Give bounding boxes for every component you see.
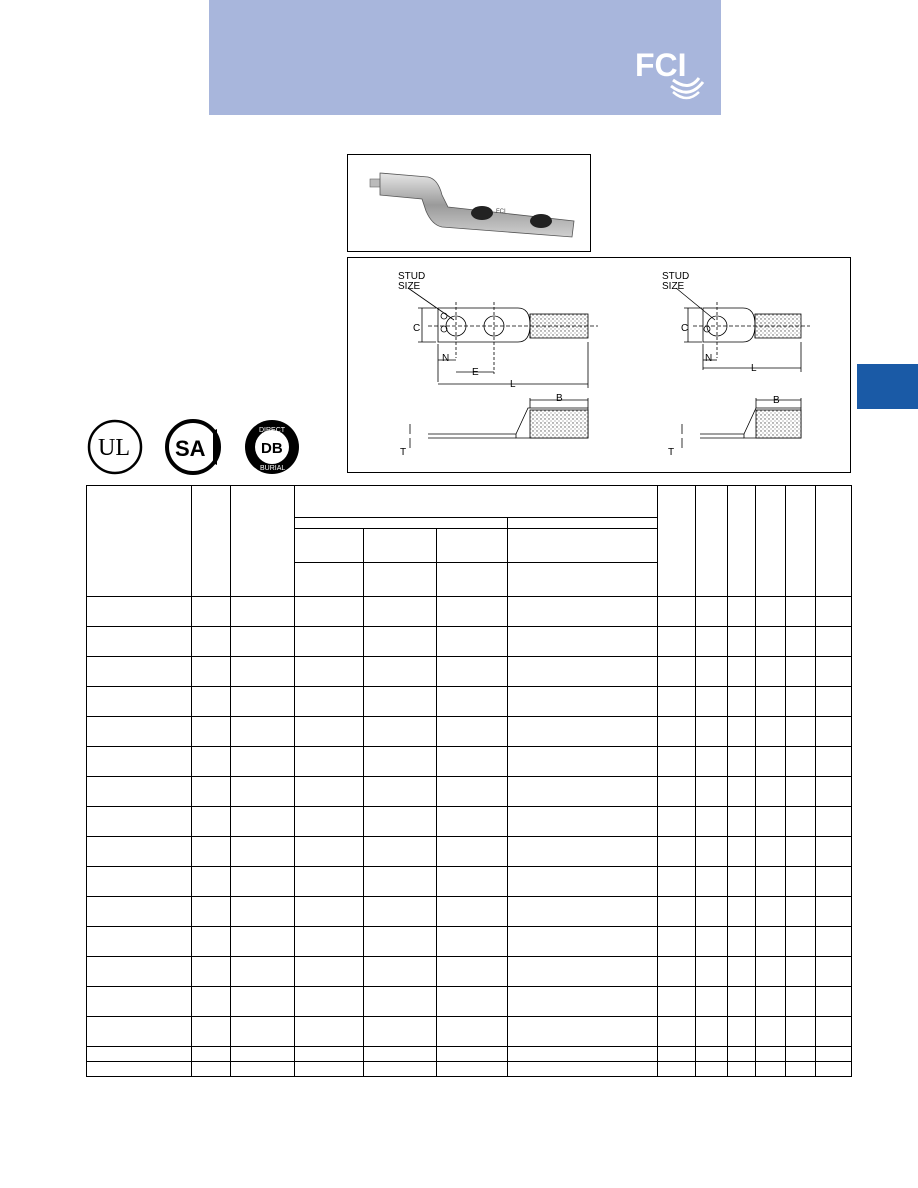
table-cell	[658, 1017, 696, 1047]
table-cell	[696, 957, 728, 987]
table-cell	[508, 897, 658, 927]
table-cell	[295, 1047, 364, 1062]
table-cell	[786, 1017, 816, 1047]
table-cell	[816, 717, 852, 747]
table-cell	[756, 927, 786, 957]
table-cell	[756, 867, 786, 897]
ul-mark	[87, 419, 143, 475]
table-cell	[508, 1062, 658, 1077]
table-cell	[437, 657, 508, 687]
table-row	[87, 987, 852, 1017]
table-cell	[437, 627, 508, 657]
table-cell	[816, 897, 852, 927]
table-cell	[786, 867, 816, 897]
table-cell	[696, 597, 728, 627]
table-cell	[437, 897, 508, 927]
table-cell	[756, 987, 786, 1017]
table-row	[87, 927, 852, 957]
table-cell	[696, 1062, 728, 1077]
table-cell	[295, 987, 364, 1017]
header-cell	[508, 563, 658, 597]
table-row	[87, 807, 852, 837]
table-cell	[728, 747, 756, 777]
table-cell	[437, 837, 508, 867]
header-cell	[192, 486, 231, 597]
table-cell	[756, 1062, 786, 1077]
table-cell	[192, 927, 231, 957]
table-cell	[658, 627, 696, 657]
stud-label: SIZE	[398, 281, 421, 292]
table-cell	[816, 1047, 852, 1062]
table-cell	[508, 777, 658, 807]
table-cell	[87, 867, 192, 897]
fci-logo	[633, 42, 705, 102]
table-cell	[437, 747, 508, 777]
table-cell	[508, 657, 658, 687]
table-cell	[295, 657, 364, 687]
header-cell	[508, 518, 658, 529]
stud-label: STUD	[662, 271, 690, 282]
table-cell	[658, 1047, 696, 1062]
table-cell	[816, 747, 852, 777]
stud-label: STUD	[398, 271, 426, 282]
table-row	[87, 957, 852, 987]
table-cell	[364, 897, 437, 927]
table-cell	[756, 657, 786, 687]
table-cell	[87, 927, 192, 957]
table-cell	[192, 687, 231, 717]
table-row	[87, 597, 852, 627]
table-row	[87, 897, 852, 927]
table-cell	[786, 717, 816, 747]
table-cell	[816, 1017, 852, 1047]
table-cell	[728, 1017, 756, 1047]
table-cell	[231, 1062, 295, 1077]
table-cell	[364, 1047, 437, 1062]
table-cell	[728, 717, 756, 747]
header-cell	[756, 486, 786, 597]
table-cell	[437, 777, 508, 807]
table-cell	[728, 837, 756, 867]
table-cell	[295, 627, 364, 657]
table-cell	[87, 717, 192, 747]
table-cell	[231, 837, 295, 867]
dim-b-label: B	[773, 395, 780, 406]
table-cell	[364, 687, 437, 717]
table-cell	[728, 657, 756, 687]
table-cell	[786, 687, 816, 717]
table-cell	[192, 627, 231, 657]
table-cell	[364, 777, 437, 807]
table-cell	[192, 777, 231, 807]
table-cell	[295, 837, 364, 867]
table-cell	[786, 777, 816, 807]
table-cell	[295, 777, 364, 807]
table-cell	[508, 867, 658, 897]
table-cell	[816, 927, 852, 957]
table-cell	[231, 1047, 295, 1062]
table-cell	[231, 957, 295, 987]
table-cell	[364, 987, 437, 1017]
table-row	[87, 747, 852, 777]
table-cell	[87, 657, 192, 687]
table-row	[87, 1047, 852, 1062]
table-cell	[786, 597, 816, 627]
table-cell	[437, 957, 508, 987]
dim-n-label: N	[705, 353, 713, 364]
table-cell	[364, 957, 437, 987]
table-cell	[231, 687, 295, 717]
table-row	[87, 1017, 852, 1047]
header-cell	[364, 529, 437, 563]
table-cell	[192, 1047, 231, 1062]
table-cell	[508, 957, 658, 987]
table-cell	[364, 927, 437, 957]
header-cell	[295, 563, 364, 597]
table-cell	[658, 687, 696, 717]
table-cell	[437, 807, 508, 837]
table-cell	[658, 597, 696, 627]
table-cell	[728, 777, 756, 807]
table-cell	[192, 837, 231, 867]
table-cell	[87, 957, 192, 987]
table-cell	[437, 1047, 508, 1062]
table-cell	[696, 927, 728, 957]
table-cell	[756, 957, 786, 987]
table-cell	[696, 897, 728, 927]
ul-text: UL	[98, 435, 130, 461]
table-cell	[696, 747, 728, 777]
header-cell	[437, 563, 508, 597]
table-cell	[696, 777, 728, 807]
table-cell	[756, 837, 786, 867]
table-cell	[231, 897, 295, 927]
table-cell	[364, 657, 437, 687]
table-cell	[696, 987, 728, 1017]
table-cell	[786, 1047, 816, 1062]
table-cell	[295, 717, 364, 747]
header-cell	[508, 529, 658, 563]
table-cell	[231, 987, 295, 1017]
table-cell	[658, 657, 696, 687]
csa-text: SA	[175, 436, 206, 461]
table-cell	[364, 867, 437, 897]
table-cell	[295, 687, 364, 717]
table-cell	[364, 807, 437, 837]
header-cell	[87, 486, 192, 597]
header-cell	[231, 486, 295, 597]
csa-mark	[165, 419, 221, 475]
table-cell	[508, 987, 658, 1017]
table-cell	[437, 1062, 508, 1077]
table-cell	[364, 717, 437, 747]
table-cell	[87, 1047, 192, 1062]
table-cell	[87, 777, 192, 807]
table-cell	[295, 1017, 364, 1047]
table-cell	[295, 807, 364, 837]
table-cell	[816, 987, 852, 1017]
table-cell	[816, 687, 852, 717]
table-cell	[192, 717, 231, 747]
table-cell	[364, 837, 437, 867]
table-cell	[816, 777, 852, 807]
table-cell	[295, 597, 364, 627]
stud-label: SIZE	[662, 281, 685, 292]
table-cell	[756, 687, 786, 717]
table-cell	[786, 987, 816, 1017]
table-cell	[192, 597, 231, 627]
table-row	[87, 867, 852, 897]
header-cell	[816, 486, 852, 597]
table-cell	[364, 597, 437, 627]
table-cell	[192, 747, 231, 777]
table-cell	[508, 717, 658, 747]
table-cell	[295, 747, 364, 777]
table-cell	[87, 597, 192, 627]
table-cell	[87, 627, 192, 657]
table-cell	[816, 837, 852, 867]
table-cell	[364, 1062, 437, 1077]
header-cell	[728, 486, 756, 597]
table-cell	[756, 1047, 786, 1062]
table-cell	[696, 717, 728, 747]
table-cell	[508, 597, 658, 627]
table-row	[87, 837, 852, 867]
table-cell	[658, 867, 696, 897]
burial-text: BURIAL	[260, 465, 286, 472]
table-cell	[192, 807, 231, 837]
header-cell	[658, 486, 696, 597]
dim-l-label: L	[510, 379, 516, 390]
table-cell	[756, 597, 786, 627]
table-row	[87, 627, 852, 657]
table-cell	[295, 867, 364, 897]
table-cell	[231, 597, 295, 627]
table-cell	[696, 687, 728, 717]
table-cell	[231, 927, 295, 957]
table-cell	[658, 747, 696, 777]
table-cell	[192, 987, 231, 1017]
table-cell	[231, 777, 295, 807]
table-cell	[756, 747, 786, 777]
table-cell	[728, 957, 756, 987]
header-cell	[786, 486, 816, 597]
table-cell	[87, 807, 192, 837]
table-cell	[756, 717, 786, 747]
dimension-diagram	[347, 257, 851, 473]
lug-marking: FCI	[496, 209, 506, 215]
table-cell	[658, 807, 696, 837]
table-cell	[437, 687, 508, 717]
header-cell	[295, 518, 508, 529]
table-cell	[786, 627, 816, 657]
table-cell	[508, 687, 658, 717]
direct-burial-mark	[244, 419, 300, 475]
table-cell	[437, 927, 508, 957]
table-cell	[658, 897, 696, 927]
table-cell	[231, 747, 295, 777]
table-cell	[508, 1017, 658, 1047]
table-cell	[786, 747, 816, 777]
table-cell	[508, 807, 658, 837]
table-cell	[658, 837, 696, 867]
table-cell	[756, 807, 786, 837]
table-cell	[728, 807, 756, 837]
table-cell	[437, 987, 508, 1017]
table-cell	[508, 747, 658, 777]
table-cell	[756, 1017, 786, 1047]
dim-t-label: T	[668, 447, 675, 458]
table-cell	[728, 987, 756, 1017]
db-text: DB	[261, 440, 283, 457]
table-cell	[756, 627, 786, 657]
table-cell	[87, 987, 192, 1017]
table-cell	[508, 1047, 658, 1062]
table-cell	[816, 1062, 852, 1077]
table-cell	[295, 897, 364, 927]
table-cell	[696, 867, 728, 897]
direct-text: DIRECT	[259, 427, 286, 434]
table-cell	[756, 777, 786, 807]
table-cell	[728, 867, 756, 897]
table-cell	[231, 717, 295, 747]
header-cell	[364, 563, 437, 597]
table-cell	[786, 837, 816, 867]
section-tab	[857, 364, 918, 409]
table-cell	[786, 957, 816, 987]
dim-t-label: T	[400, 447, 407, 458]
table-cell	[696, 627, 728, 657]
table-cell	[364, 627, 437, 657]
product-photo	[347, 154, 591, 252]
table-cell	[87, 837, 192, 867]
table-cell	[192, 957, 231, 987]
table-cell	[816, 867, 852, 897]
table-cell	[192, 1062, 231, 1077]
spec-table	[86, 485, 852, 1077]
table-cell	[658, 717, 696, 747]
table-cell	[658, 987, 696, 1017]
dim-c-label: C	[413, 323, 421, 334]
dim-n-label: N	[442, 353, 450, 364]
table-cell	[728, 897, 756, 927]
header-cell	[295, 486, 658, 518]
table-cell	[786, 897, 816, 927]
table-cell	[658, 957, 696, 987]
table-cell	[231, 657, 295, 687]
table-cell	[192, 867, 231, 897]
table-row	[87, 687, 852, 717]
table-cell	[231, 627, 295, 657]
table-cell	[728, 597, 756, 627]
dim-e-label: E	[472, 367, 479, 378]
table-cell	[231, 867, 295, 897]
table-row	[87, 717, 852, 747]
table-cell	[786, 657, 816, 687]
table-cell	[87, 687, 192, 717]
table-cell	[364, 1017, 437, 1047]
table-cell	[696, 1017, 728, 1047]
table-cell	[192, 1017, 231, 1047]
table-cell	[508, 627, 658, 657]
table-cell	[658, 927, 696, 957]
table-cell	[816, 597, 852, 627]
table-cell	[696, 1047, 728, 1062]
table-cell	[295, 927, 364, 957]
table-cell	[728, 1047, 756, 1062]
table-cell	[658, 1062, 696, 1077]
table-cell	[816, 807, 852, 837]
table-cell	[508, 837, 658, 867]
table-cell	[816, 657, 852, 687]
table-cell	[786, 1062, 816, 1077]
table-cell	[192, 657, 231, 687]
table-cell	[87, 897, 192, 927]
table-cell	[756, 897, 786, 927]
dim-l-label: L	[751, 363, 757, 374]
header-cell	[437, 529, 508, 563]
table-cell	[728, 627, 756, 657]
table-row	[87, 1062, 852, 1077]
table-cell	[231, 807, 295, 837]
logo-text: FCI	[635, 47, 687, 83]
table-cell	[364, 747, 437, 777]
table-cell	[696, 807, 728, 837]
table-cell	[696, 657, 728, 687]
dim-c-label: C	[681, 323, 689, 334]
table-cell	[786, 927, 816, 957]
table-cell	[816, 627, 852, 657]
table-cell	[658, 777, 696, 807]
table-row	[87, 657, 852, 687]
table-cell	[508, 927, 658, 957]
table-cell	[786, 807, 816, 837]
table-cell	[295, 1062, 364, 1077]
table-cell	[728, 687, 756, 717]
table-cell	[87, 1062, 192, 1077]
header-cell	[295, 529, 364, 563]
table-cell	[728, 1062, 756, 1077]
table-cell	[437, 867, 508, 897]
table-cell	[816, 957, 852, 987]
dim-b-label: B	[556, 393, 563, 404]
header-cell	[696, 486, 728, 597]
table-cell	[192, 897, 231, 927]
table-cell	[87, 747, 192, 777]
table-cell	[437, 597, 508, 627]
table-cell	[437, 717, 508, 747]
table-cell	[231, 1017, 295, 1047]
table-cell	[728, 927, 756, 957]
table-cell	[696, 837, 728, 867]
table-row	[87, 777, 852, 807]
table-cell	[437, 1017, 508, 1047]
table-cell	[87, 1017, 192, 1047]
table-cell	[295, 957, 364, 987]
